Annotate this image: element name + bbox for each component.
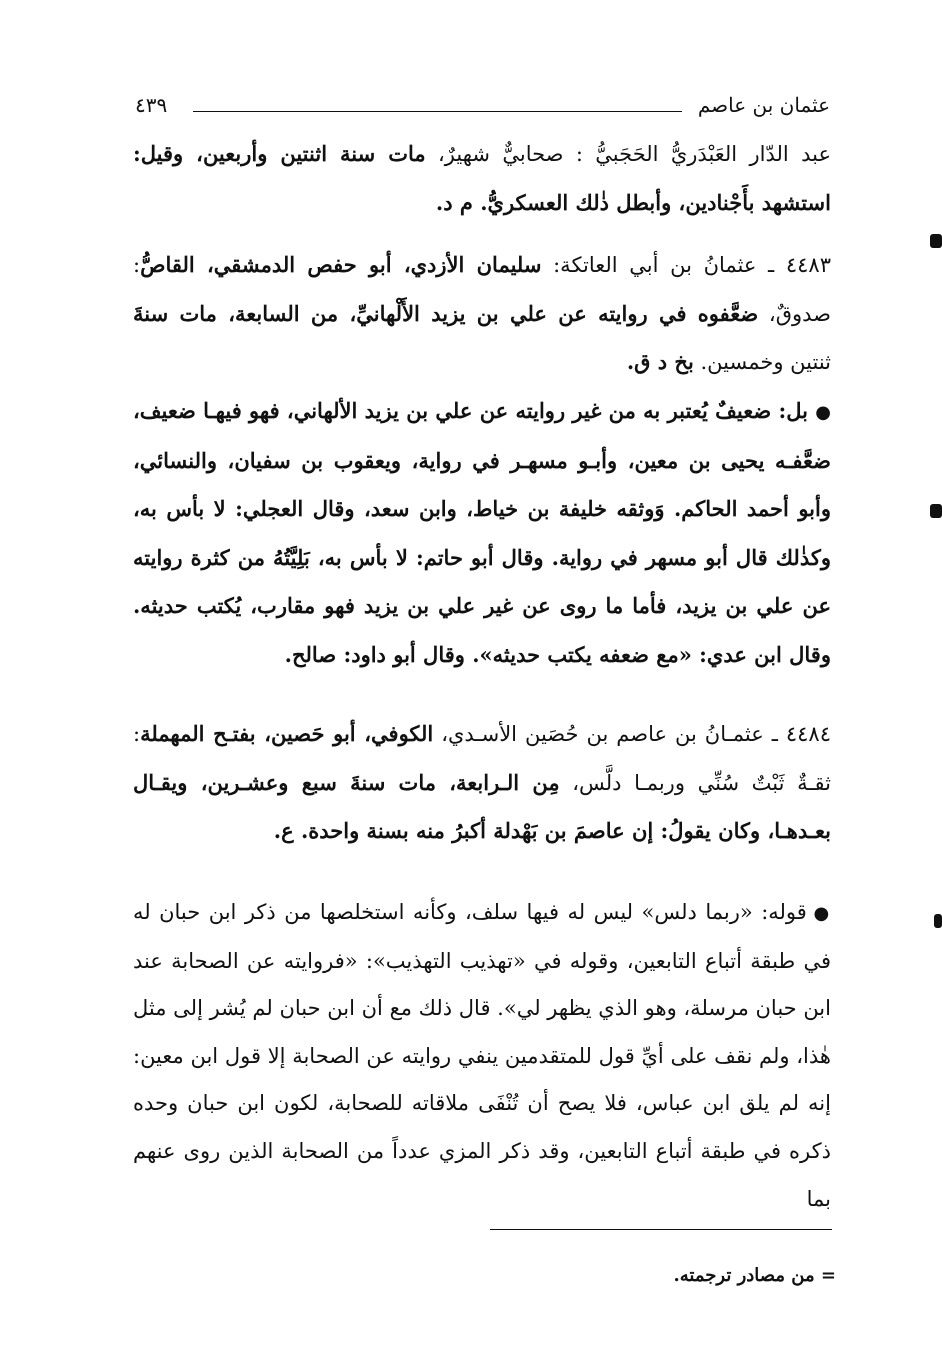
entry-name: عثمـانُ بن عاصم بن حُصَين الأسـدي، <box>433 722 764 746</box>
header-rule <box>193 111 682 112</box>
entry-lineage: الكوفي، أبو حَصين، بفتـح المهملة <box>140 721 434 746</box>
header-title: عثمان بن عاصم <box>697 93 830 117</box>
entry-symbols: بخ د ق. <box>626 349 694 375</box>
comment-paragraph <box>133 387 831 680</box>
running-header <box>135 92 830 126</box>
footnote: = من مصادر ترجمته. <box>673 1265 836 1286</box>
paragraph-continued <box>133 130 831 227</box>
comment-text: قوله: «ربما دلس» ليس له فيها سلف، وكأنه استخلصها من ذكر ابن حبان له في طبقة أتباع التابعين، وقوله في «تهذيب التهذيب»: «فروايته عن الصحابة عند ابن حبان مرسلة، وهو الذي يظهر لي». قال ذلك مع أن ابن حبان لم يُشر إلى مثل هٰذا، ولم نقف على أيِّ قول للمتقدمين ينفي روايته عن الصحابة إلا قول ابن معين: إنه لم يلق ابن عباس، فلا يصح أن تُنْفَى ملاقاته للصحابة، لكون ابن حبان وحده ذكره في طبقة أتباع التابعين، وقد ذكر المزي عدداً من الصحابة الذين روى عنهم بما <box>133 900 831 1211</box>
comment-paragraph <box>133 889 831 1223</box>
comment-text: بل: ضعيفٌ يُعتبر به من غير روايته عن علي بن يزيد الألهاني، فهو فيهـا ضعيف، ضعَّفـه يحيى بن معين، وأبـو مسهـر في رواية، ويعقوب بن سفيان، والنسائي، وأبو أحمد الحاكم. وَوثقه خليفة بن خياط، وابن سعد، وقال العجلي: لا بأس به، وكذٰلك قال أبو مسهر في رواية. وقال أبو حاتم: لا بأس به، بَلِيَّتُهُ من كثرة روايته عن علي بن يزيد، فأما ما روى عن غير علي بن يزيد فهو مقارب، يُكتب حديثه. وقال ابن عدي: «مع ضعفه يكتب حديثه». وقال أبو داود: صالح. <box>133 398 831 667</box>
entry-details: ضعَّفوه في روايته عن علي بن يزيد الأَلْهانيِّ، من السابعة، مات سنةَ <box>133 300 759 326</box>
margin-mark-icon <box>930 234 942 248</box>
entry-death: ثنتين وخمسين. <box>693 350 831 375</box>
comment-4483 <box>133 387 831 680</box>
entry-grade: صدوقٌ، <box>758 301 831 326</box>
margin-mark-icon <box>930 504 942 518</box>
entry-number: ٤٤٨٣ ـ <box>756 253 831 277</box>
entry-grade: ثقـةٌ ثَبْتٌ سُنِّي وربمـا دلَّس، <box>559 770 831 795</box>
entry-paragraph <box>133 710 831 856</box>
page-number: ٤٣٩ <box>135 93 168 117</box>
bullet-icon: ● <box>815 402 831 423</box>
entry-paragraph <box>133 241 831 387</box>
margin-mark-icon <box>934 914 942 928</box>
entry-colon: : <box>133 253 141 277</box>
bullet-icon: ● <box>813 903 831 924</box>
entry-lineage: سليمان الأزدي، أبو حفص الدمشقي، القاصُّ <box>140 252 542 277</box>
top-paragraph <box>133 130 831 227</box>
entry-details: مِن الـرابعة، مات سنةَ سبع وعشـرين، ويقـال بعـدهـا، وكان يقولُ: إن عاصمَ بن بَهْدلة أكبرُ منه بسنة واحدة. ع. <box>133 769 831 844</box>
entry-name: عثمانُ بن أبي العاتكة: <box>541 253 757 277</box>
entry-4484 <box>133 710 831 856</box>
entry-number: ٤٤٨٤ ـ <box>763 722 831 746</box>
text-run: عبد الدّار العَبْدَريُّ الحَجَبيُّ : صحابيٌّ شهيرٌ، <box>425 142 831 166</box>
text-run-bold: استشهد بأَجْنادين، وأبطل ذٰلك العسكريُّ. م د. <box>435 189 831 215</box>
entry-colon: : <box>133 722 141 746</box>
comment-4484 <box>133 889 831 1223</box>
text-run-bold: مات سنة اثنتين وأربعين، وقيل: <box>133 141 426 166</box>
footnote-rule <box>490 1229 832 1230</box>
entry-4483 <box>133 241 831 387</box>
